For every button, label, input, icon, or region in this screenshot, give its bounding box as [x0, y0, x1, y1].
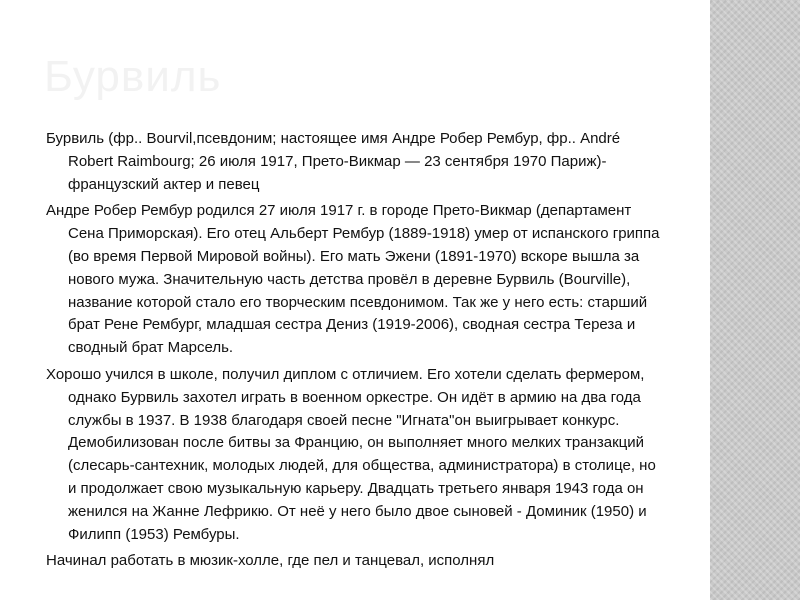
paragraph-career: Начинал работать в мюзик-холле, где пел и танцевал, исполнял — [46, 552, 495, 570]
slide-title: Бурвиль — [44, 52, 222, 101]
paragraph-intro: Бурвиль (фр.. Bourvil,псевдоним; настоящее имя Андре Робер Рембур, фр.. André Robert Raimbourg; 26 июля 1917, Прето-Викмар — 23 сентября 1970 Париж)-французский актер и певец — [46, 130, 621, 193]
slide-body — [46, 128, 666, 577]
paragraph-youth: Хорошо учился в школе, получил диплом с отличием. Его хотели сделать фермером, однако Бурвиль захотел играть в военном оркестре. Он идёт в армию на два года службы в 1937. В 1938 благодаря своей песне "Игната"он выигрывает конкурс. Демобилизован после битвы за Францию, он выполняет много мелких транзакций (слесарь-сантехник, молодых людей, для общества, администратора) в столице, но и продолжает свою музыкальную карьеру. Двадцать третьего января 1943 года он женился на Жанне Лефрикю. От неё у него было двое сыновей - Доминик (1950) и Филипп (1953) Рембуры. — [46, 365, 656, 543]
paragraph-childhood: Андре Робер Рембур родился 27 июля 1917 г. в городе Прето-Викмар (департамент Сена Приморская). Его отец Альберт Рембур (1889-1918) умер от испанского гриппа (во время Первой Мировой войны). Его мать Эжени (1891-1970) вскоре вышла за нового мужа. Значительную часть детства провёл в деревне Бурвиль (Bourville), название которой стало его творческим псевдонимом. Так же у него есть: старший брат Рене Рембург, младшая сестра Дениз (1919-2006), сводная сестра Тереза и сводный брат Марсель. — [46, 202, 660, 357]
decorative-side-panel — [710, 0, 800, 600]
